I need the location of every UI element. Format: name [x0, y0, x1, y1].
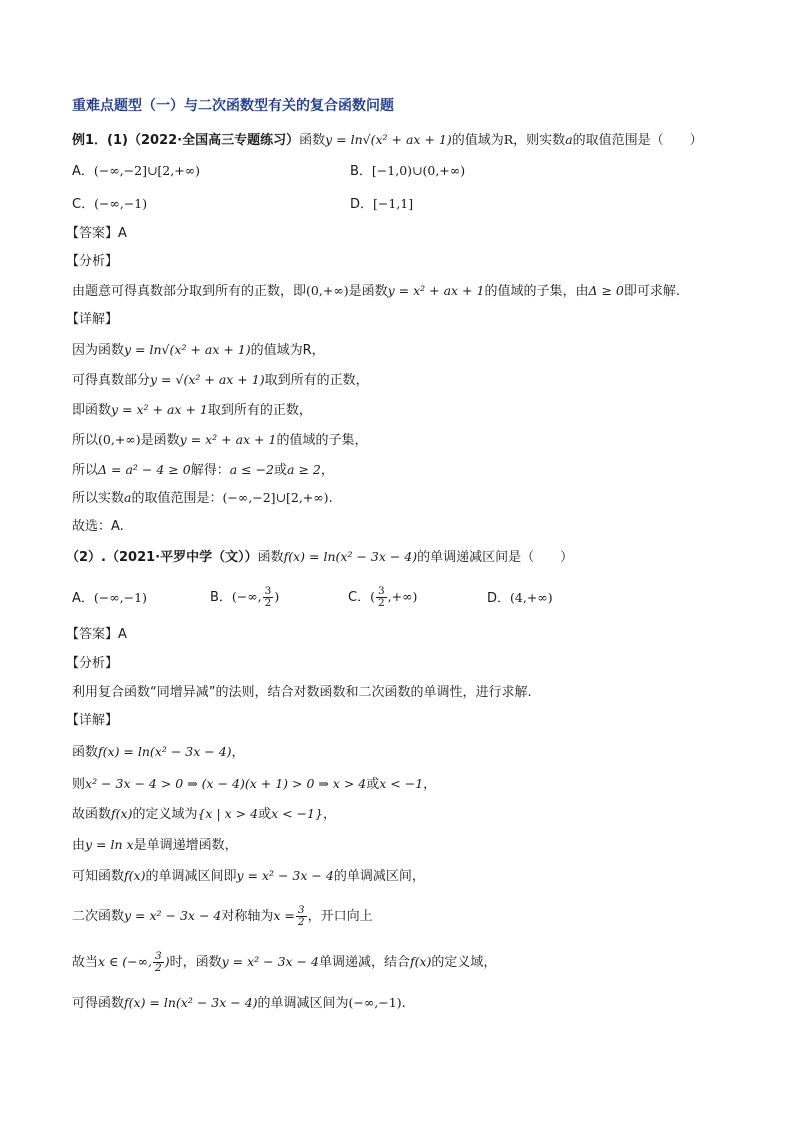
text: ，则实数	[513, 133, 566, 148]
option-label: B．	[210, 590, 232, 605]
option-label: B．	[350, 164, 372, 179]
option-label: A．	[72, 164, 94, 179]
ex2-detail-tag: 【详解】	[66, 713, 119, 728]
ex2-detail-1	[72, 742, 245, 763]
text: 可得真数部分	[72, 373, 151, 388]
formula: y = ln√(x² + ax + 1)	[325, 132, 452, 147]
text: 的值域的子集，由	[484, 284, 589, 299]
formula: (−∞,−1)	[348, 995, 402, 1010]
formula: y = x² + ax + 1	[111, 402, 208, 417]
ex2-detail-7	[72, 945, 496, 980]
text: 因为函数	[72, 343, 125, 358]
formula: )	[164, 954, 170, 969]
option-value: (	[370, 589, 375, 604]
ex2-option-b	[210, 580, 279, 615]
numerator: 3	[155, 950, 162, 962]
formula: f(x) = ln(x² − 3x − 4)	[283, 549, 418, 564]
text: ，开口向上	[307, 909, 373, 924]
option-label: C．	[72, 197, 95, 212]
option-value: [−1,0)∪(0,+∞)	[371, 163, 466, 178]
text: 故函数	[72, 807, 112, 822]
ex2-detail-4	[72, 835, 238, 856]
text: 的定义域为	[132, 807, 198, 822]
text: 取到所有的正数，	[207, 403, 312, 418]
formula: y = √(x² + ax + 1)	[150, 372, 265, 387]
option-value: (−∞,	[231, 589, 262, 604]
ex1-question	[72, 130, 703, 151]
text: 的值域的子集，	[276, 433, 368, 448]
ex1-detail-7: 故选：A.	[72, 519, 124, 534]
text: 是函数	[140, 433, 180, 448]
ex2-detail-6	[72, 899, 373, 934]
text: 即函数	[72, 403, 112, 418]
option-value: (−∞,−1)	[93, 590, 147, 605]
fraction	[263, 586, 274, 609]
ex1-option-b	[350, 161, 465, 182]
text: 所以实数	[72, 491, 125, 506]
formula: a ≥ 2	[287, 462, 321, 477]
text: .	[401, 996, 406, 1011]
text: ，	[423, 777, 437, 792]
option-value: (−∞,−2]∪[2,+∞)	[93, 163, 200, 178]
formula: (−∞,−2]∪[2,+∞)	[222, 490, 329, 505]
text: 函数	[299, 133, 326, 148]
ex1-answer: 【答案】A	[66, 226, 127, 241]
text: 的值域为R，	[250, 343, 325, 358]
section-title: 重难点题型（一）与二次函数型有关的复合函数问题	[72, 98, 394, 114]
text: 时，函数	[169, 955, 222, 970]
text: .	[328, 491, 333, 506]
formula: a	[565, 132, 573, 147]
ex2-question	[66, 547, 573, 568]
text: 所以	[72, 433, 99, 448]
ex2-option-a	[72, 588, 147, 609]
text: 单调递减，结合	[318, 955, 410, 970]
formula: y = x² − 3x − 4	[124, 908, 222, 923]
ex1-option-c	[72, 194, 147, 215]
ex1-label: 例1．(1)（2022·全国高三专题练习）	[72, 133, 300, 148]
formula: Δ ≥ 0	[588, 283, 624, 298]
ex2-detail-8	[72, 993, 406, 1014]
ex2-analysis: 利用复合函数“同增异减”的法则，结合对数函数和二次函数的单调性，进行求解.	[72, 685, 532, 700]
ex2-analysis-tag: 【分析】	[66, 656, 119, 671]
ex1-detail-6	[72, 488, 333, 509]
text: 的单调递减区间是（ ）	[417, 550, 574, 565]
formula: Δ = a² − 4 ≥ 0	[98, 462, 191, 477]
formula: x ∈ (−∞,	[98, 954, 153, 969]
formula: f(x) = ln(x² − 3x − 4)	[98, 744, 232, 759]
formula: x² − 3x − 4 > 0 ⇒ (x − 4)(x + 1) > 0 ⇒ x > 4	[85, 776, 367, 791]
text: 由	[72, 838, 86, 853]
text: 取到所有的正数，	[264, 373, 369, 388]
ex2-option-d	[487, 588, 553, 609]
formula: f(x)	[111, 806, 133, 821]
text: 二次函数	[72, 909, 125, 924]
text: 则	[72, 777, 86, 792]
ex1-detail-1	[72, 340, 325, 361]
text: ，	[322, 807, 336, 822]
ex1-analysis	[72, 281, 680, 302]
text: 或	[258, 807, 272, 822]
option-value: (4,+∞)	[510, 590, 553, 605]
formula: a	[124, 490, 132, 505]
text: ，	[320, 463, 334, 478]
option-value: ,+∞)	[387, 589, 418, 604]
text: 由题意可得真数部分取到所有的正数，即	[72, 284, 307, 299]
text: 即可求解.	[623, 284, 681, 299]
text: 的单调减区间，	[333, 869, 425, 884]
text: 的定义域，	[431, 955, 497, 970]
text: 的单调减区间即	[145, 869, 237, 884]
fraction	[153, 951, 164, 974]
ex2-answer: 【答案】A	[66, 627, 127, 642]
text: 函数	[257, 550, 284, 565]
option-value: [−1,1]	[373, 196, 414, 211]
fraction	[296, 905, 307, 928]
text: 是函数	[348, 284, 388, 299]
numerator: 3	[377, 585, 385, 597]
formula: (0,+∞)	[306, 283, 349, 298]
fraction	[376, 586, 387, 609]
option-value: (−∞,−1)	[94, 196, 148, 211]
ex2-option-c	[348, 580, 417, 615]
ex1-detail-5	[72, 460, 334, 481]
option-value: )	[274, 589, 280, 604]
ex2-detail-2	[72, 774, 436, 795]
option-label: D．	[350, 197, 374, 212]
formula: y = x² + ax + 1	[387, 283, 485, 298]
denominator: 2	[264, 597, 272, 609]
denominator: 2	[155, 962, 162, 974]
text: 或	[274, 463, 288, 478]
ex1-option-d	[350, 194, 413, 215]
ex1-detail-tag: 【详解】	[66, 312, 119, 327]
text: 或	[366, 777, 380, 792]
text: 可知函数	[72, 869, 125, 884]
ex1-detail-2	[72, 370, 369, 391]
ex2-detail-5	[72, 866, 425, 887]
text: 的取值范围是：	[131, 491, 223, 506]
text: ，	[231, 745, 245, 760]
formula: R	[503, 132, 514, 147]
ex1-analysis-tag: 【分析】	[66, 254, 119, 269]
formula: f(x)	[124, 868, 146, 883]
denominator: 2	[297, 916, 305, 928]
formula: y = ln√(x² + ax + 1)	[124, 342, 251, 357]
formula: y = x² + ax + 1	[179, 432, 277, 447]
formula: x < −1}	[271, 806, 323, 821]
text: 解得：	[190, 463, 230, 478]
formula: f(x) = ln(x² − 3x − 4)	[124, 995, 258, 1010]
option-label: C．	[348, 590, 371, 605]
formula: y = x² − 3x − 4	[221, 954, 319, 969]
option-label: D．	[487, 591, 511, 606]
text: 的取值范围是（ ）	[572, 133, 703, 148]
numerator: 3	[297, 904, 305, 916]
formula: x =	[273, 908, 295, 923]
text: 所以	[72, 463, 99, 478]
denominator: 2	[377, 597, 385, 609]
text: 可得函数	[72, 996, 125, 1011]
formula: y = ln x	[85, 837, 134, 852]
text: 故当	[72, 955, 99, 970]
formula: y = x² − 3x − 4	[236, 868, 334, 883]
text: 的值域为	[451, 133, 504, 148]
ex2-label: （2）.（2021·平罗中学（文））	[66, 550, 258, 565]
text: 对称轴为	[221, 909, 274, 924]
text: 是单调递增函数，	[133, 838, 238, 853]
ex2-detail-3	[72, 804, 336, 825]
formula: {x | x > 4	[197, 806, 259, 821]
formula: x < −1	[379, 776, 424, 791]
text: 的单调减区间为	[257, 996, 349, 1011]
formula: a ≤ −2	[229, 462, 275, 477]
text: 函数	[72, 745, 99, 760]
formula: f(x)	[409, 954, 432, 969]
ex1-detail-3	[72, 400, 312, 421]
ex1-option-a	[72, 161, 200, 182]
ex1-detail-4	[72, 430, 367, 451]
formula: (0,+∞)	[98, 432, 141, 447]
option-label: A．	[72, 591, 94, 606]
numerator: 3	[264, 585, 272, 597]
